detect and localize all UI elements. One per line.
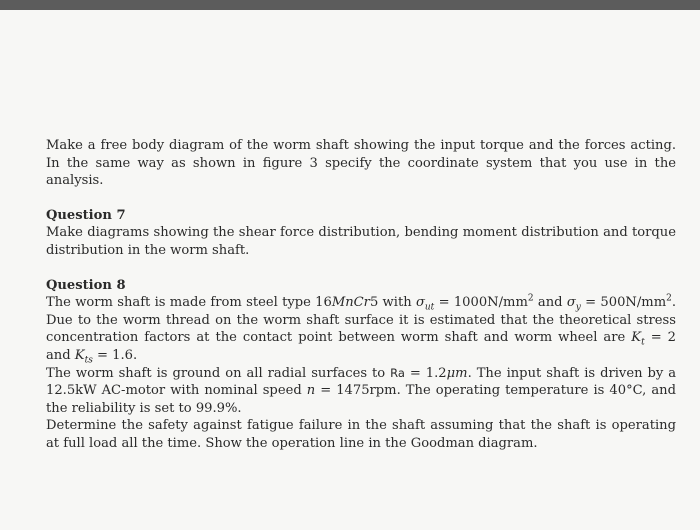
question-8-paragraph-3: Determine the safety against fatigue failure in the shaft assuming that the shaft is operating at full load all the time. Show the operation line in the Goodman diagram. (46, 418, 676, 451)
question-8-paragraph-1: The worm shaft is made from steel type 16MnCr5 with $\sigma_{ut} = 1000N/mm^2$ and $\sigma_y = 500N/mm^2$. Due to the worm thread on the worm shaft surface it is estimated that the theoretical stress concentration factors at the contact point between worm shaft and worm wheel are $K_t = 2$ and $K_{ts} = 1.6$. (46, 293, 677, 366)
question-7-body: Make diagrams showing the shear force distribution, bending moment distribution and torque distribution in the worm shaft. (46, 225, 676, 258)
intro-paragraph: Make a free body diagram of the worm shaft showing the input torque and the forces acting. In the same way as shown in figure 3 specify the coordinate system that you use in the analysis. (46, 138, 676, 189)
question-8-heading: Question 8 (46, 277, 126, 293)
question-8-paragraph-2: The worm shaft is ground on all radial surfaces to Ra = 1.2μm. The input shaft is driven by a 12.5kW AC-motor with nominal speed n = 1475rpm. The operating temperature is 40°C, and the reliability is set to 99.9%. (46, 365, 677, 416)
window-top-bar (0, 0, 700, 10)
document-page (46, 137, 676, 453)
question-7-heading: Question 7 (46, 207, 126, 223)
